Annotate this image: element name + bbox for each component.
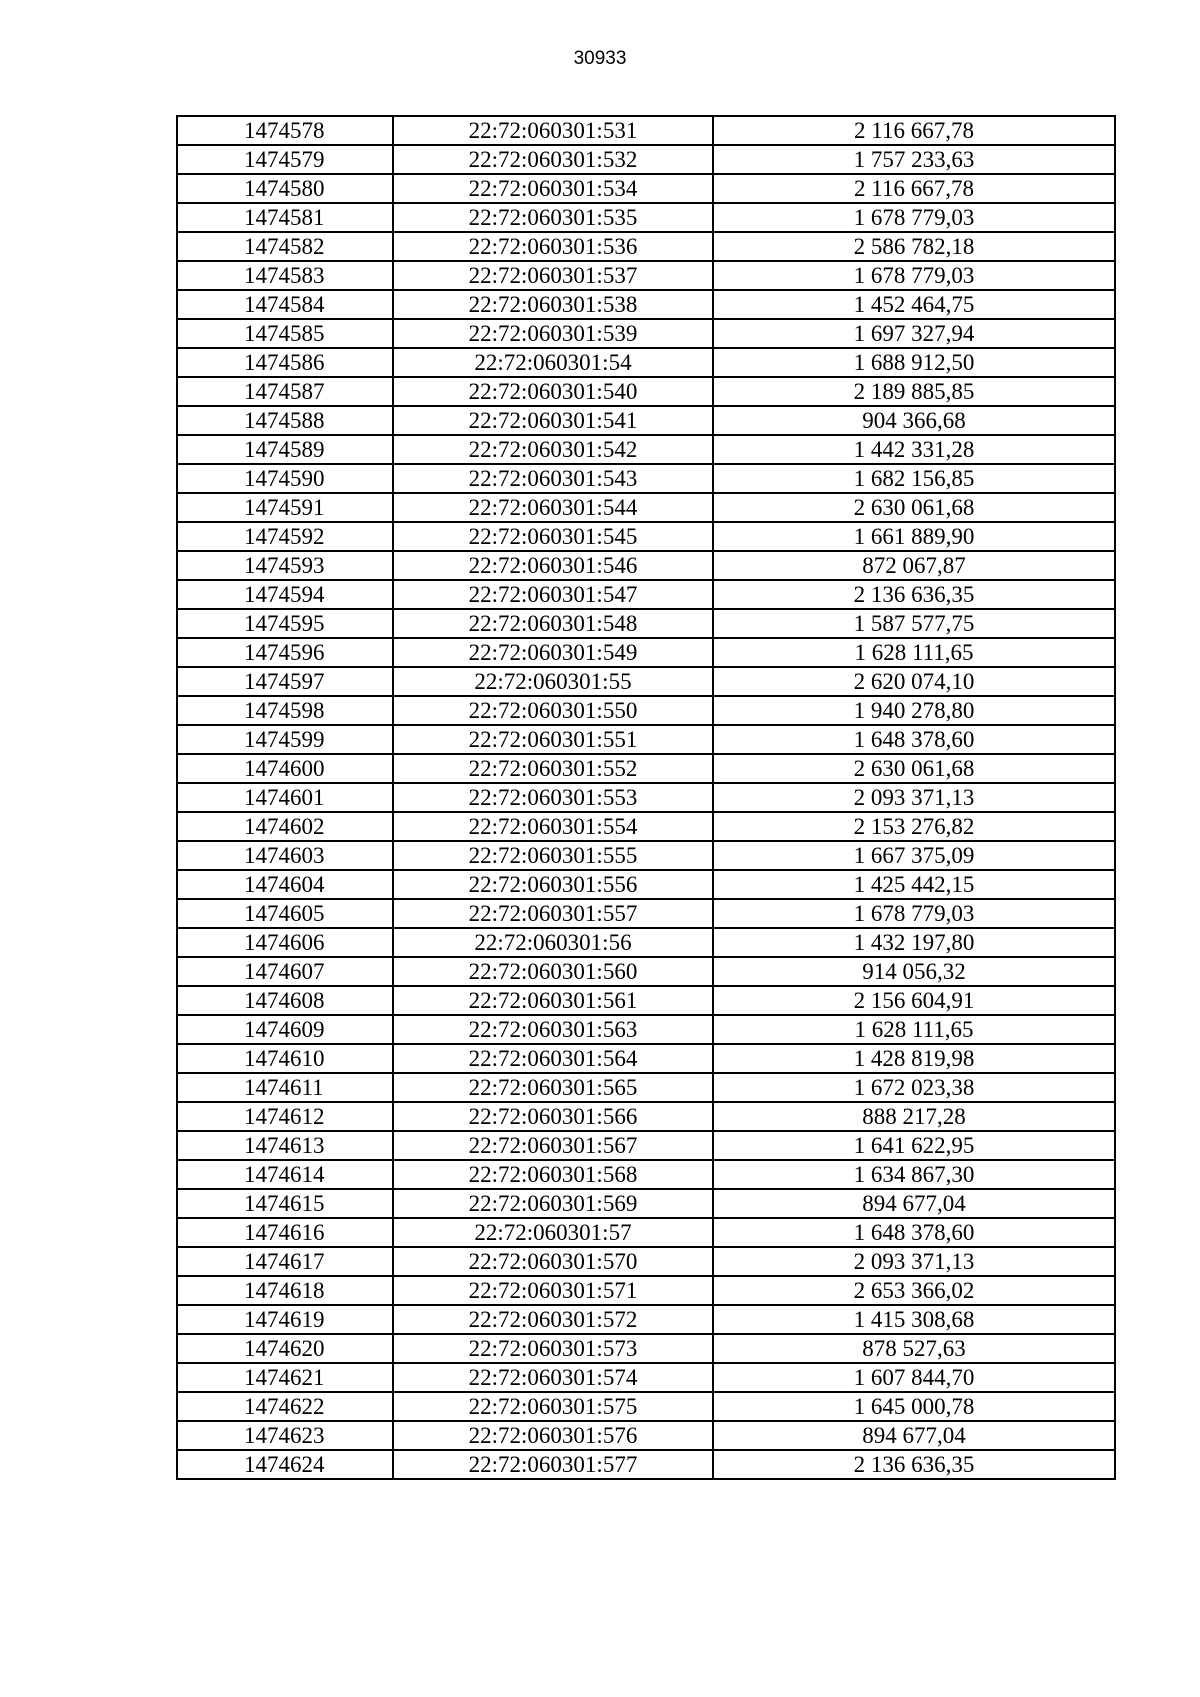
record-number-cell: 1474587	[177, 377, 393, 406]
table-body	[177, 116, 1115, 1479]
table-row	[177, 667, 1115, 696]
record-number-cell: 1474582	[177, 232, 393, 261]
table-row	[177, 928, 1115, 957]
table-row	[177, 899, 1115, 928]
table-row	[177, 1247, 1115, 1276]
cadastral-value-cell: 1 442 331,28	[713, 435, 1115, 464]
table-row	[177, 319, 1115, 348]
cadastral-number-cell: 22:72:060301:538	[393, 290, 713, 319]
record-number-cell: 1474616	[177, 1218, 393, 1247]
record-number-cell: 1474622	[177, 1392, 393, 1421]
table-row	[177, 580, 1115, 609]
cadastral-number-cell: 22:72:060301:571	[393, 1276, 713, 1305]
table-row	[177, 261, 1115, 290]
table-row	[177, 841, 1115, 870]
record-number-cell: 1474615	[177, 1189, 393, 1218]
cadastral-value-cell: 2 153 276,82	[713, 812, 1115, 841]
record-number-cell: 1474600	[177, 754, 393, 783]
table-row	[177, 754, 1115, 783]
record-number-cell: 1474617	[177, 1247, 393, 1276]
cadastral-value-cell: 2 136 636,35	[713, 1450, 1115, 1479]
record-number-cell: 1474591	[177, 493, 393, 522]
table-row	[177, 725, 1115, 754]
cadastral-value-cell: 1 645 000,78	[713, 1392, 1115, 1421]
cadastral-number-cell: 22:72:060301:554	[393, 812, 713, 841]
cadastral-number-cell: 22:72:060301:576	[393, 1421, 713, 1450]
cadastral-value-cell: 1 757 233,63	[713, 145, 1115, 174]
cadastral-value-cell: 2 653 366,02	[713, 1276, 1115, 1305]
table-row	[177, 406, 1115, 435]
cadastral-value-cell: 894 677,04	[713, 1421, 1115, 1450]
table-row	[177, 1276, 1115, 1305]
cadastral-number-cell: 22:72:060301:57	[393, 1218, 713, 1247]
cadastral-value-cell: 1 432 197,80	[713, 928, 1115, 957]
cadastral-number-cell: 22:72:060301:569	[393, 1189, 713, 1218]
cadastral-number-cell: 22:72:060301:560	[393, 957, 713, 986]
cadastral-value-cell: 1 678 779,03	[713, 261, 1115, 290]
cadastral-number-cell: 22:72:060301:539	[393, 319, 713, 348]
table-row	[177, 1363, 1115, 1392]
table-row	[177, 116, 1115, 145]
table-row	[177, 464, 1115, 493]
table-row	[177, 145, 1115, 174]
record-number-cell: 1474584	[177, 290, 393, 319]
table-row	[177, 290, 1115, 319]
cadastral-value-cell: 1 641 622,95	[713, 1131, 1115, 1160]
table-row	[177, 1160, 1115, 1189]
cadastral-value-cell: 2 630 061,68	[713, 754, 1115, 783]
cadastral-number-cell: 22:72:060301:572	[393, 1305, 713, 1334]
cadastral-number-cell: 22:72:060301:570	[393, 1247, 713, 1276]
record-number-cell: 1474618	[177, 1276, 393, 1305]
cadastral-value-cell: 2 116 667,78	[713, 174, 1115, 203]
table-row	[177, 783, 1115, 812]
cadastral-number-cell: 22:72:060301:545	[393, 522, 713, 551]
record-number-cell: 1474581	[177, 203, 393, 232]
table-row	[177, 1334, 1115, 1363]
cadastral-value-cell: 1 634 867,30	[713, 1160, 1115, 1189]
table-row	[177, 1015, 1115, 1044]
cadastral-number-cell: 22:72:060301:544	[393, 493, 713, 522]
cadastral-value-cell: 1 425 442,15	[713, 870, 1115, 899]
cadastral-value-cell: 878 527,63	[713, 1334, 1115, 1363]
cadastral-value-cell: 1 682 156,85	[713, 464, 1115, 493]
table-row	[177, 1073, 1115, 1102]
record-number-cell: 1474578	[177, 116, 393, 145]
table-row	[177, 1044, 1115, 1073]
record-number-cell: 1474607	[177, 957, 393, 986]
table-row	[177, 1450, 1115, 1479]
cadastral-number-cell: 22:72:060301:537	[393, 261, 713, 290]
table-row	[177, 1305, 1115, 1334]
cadastral-value-cell: 1 667 375,09	[713, 841, 1115, 870]
cadastral-number-cell: 22:72:060301:556	[393, 870, 713, 899]
record-number-cell: 1474585	[177, 319, 393, 348]
record-number-cell: 1474589	[177, 435, 393, 464]
cadastral-value-cell: 1 648 378,60	[713, 725, 1115, 754]
table-row	[177, 1102, 1115, 1131]
cadastral-number-cell: 22:72:060301:567	[393, 1131, 713, 1160]
record-number-cell: 1474602	[177, 812, 393, 841]
cadastral-number-cell: 22:72:060301:541	[393, 406, 713, 435]
cadastral-number-cell: 22:72:060301:549	[393, 638, 713, 667]
record-number-cell: 1474586	[177, 348, 393, 377]
record-number-cell: 1474605	[177, 899, 393, 928]
table-row	[177, 609, 1115, 638]
table-row	[177, 377, 1115, 406]
cadastral-number-cell: 22:72:060301:534	[393, 174, 713, 203]
cadastral-number-cell: 22:72:060301:573	[393, 1334, 713, 1363]
table-row	[177, 986, 1115, 1015]
cadastral-value-cell: 1 607 844,70	[713, 1363, 1115, 1392]
record-number-cell: 1474623	[177, 1421, 393, 1450]
cadastral-number-cell: 22:72:060301:536	[393, 232, 713, 261]
cadastral-number-cell: 22:72:060301:577	[393, 1450, 713, 1479]
record-number-cell: 1474608	[177, 986, 393, 1015]
cadastral-value-cell: 1 648 378,60	[713, 1218, 1115, 1247]
cadastral-value-cell: 1 697 327,94	[713, 319, 1115, 348]
cadastral-value-cell: 1 428 819,98	[713, 1044, 1115, 1073]
table-row	[177, 1218, 1115, 1247]
cadastral-value-cell: 2 093 371,13	[713, 1247, 1115, 1276]
table-row	[177, 1189, 1115, 1218]
table-row	[177, 1131, 1115, 1160]
cadastral-value-cell: 894 677,04	[713, 1189, 1115, 1218]
cadastral-number-cell: 22:72:060301:531	[393, 116, 713, 145]
cadastral-number-cell: 22:72:060301:555	[393, 841, 713, 870]
cadastral-number-cell: 22:72:060301:565	[393, 1073, 713, 1102]
cadastral-number-cell: 22:72:060301:563	[393, 1015, 713, 1044]
page-number: 30933	[573, 48, 627, 69]
cadastral-value-table	[176, 115, 1116, 1480]
cadastral-value-cell: 914 056,32	[713, 957, 1115, 986]
table-row	[177, 812, 1115, 841]
cadastral-number-cell: 22:72:060301:551	[393, 725, 713, 754]
cadastral-value-cell: 888 217,28	[713, 1102, 1115, 1131]
cadastral-value-cell: 2 093 371,13	[713, 783, 1115, 812]
cadastral-number-cell: 22:72:060301:566	[393, 1102, 713, 1131]
table-row	[177, 522, 1115, 551]
cadastral-value-table-container	[176, 115, 1114, 1480]
record-number-cell: 1474606	[177, 928, 393, 957]
record-number-cell: 1474610	[177, 1044, 393, 1073]
table-row	[177, 1392, 1115, 1421]
cadastral-number-cell: 22:72:060301:561	[393, 986, 713, 1015]
cadastral-value-cell: 2 116 667,78	[713, 116, 1115, 145]
table-row	[177, 957, 1115, 986]
record-number-cell: 1474611	[177, 1073, 393, 1102]
record-number-cell: 1474590	[177, 464, 393, 493]
record-number-cell: 1474620	[177, 1334, 393, 1363]
table-row	[177, 435, 1115, 464]
cadastral-number-cell: 22:72:060301:557	[393, 899, 713, 928]
cadastral-value-cell: 2 620 074,10	[713, 667, 1115, 696]
table-row	[177, 232, 1115, 261]
cadastral-number-cell: 22:72:060301:532	[393, 145, 713, 174]
record-number-cell: 1474583	[177, 261, 393, 290]
record-number-cell: 1474614	[177, 1160, 393, 1189]
cadastral-value-cell: 1 628 111,65	[713, 1015, 1115, 1044]
cadastral-number-cell: 22:72:060301:552	[393, 754, 713, 783]
table-row	[177, 696, 1115, 725]
cadastral-number-cell: 22:72:060301:568	[393, 1160, 713, 1189]
record-number-cell: 1474595	[177, 609, 393, 638]
record-number-cell: 1474603	[177, 841, 393, 870]
record-number-cell: 1474596	[177, 638, 393, 667]
cadastral-value-cell: 2 630 061,68	[713, 493, 1115, 522]
record-number-cell: 1474601	[177, 783, 393, 812]
cadastral-value-cell: 2 136 636,35	[713, 580, 1115, 609]
cadastral-number-cell: 22:72:060301:55	[393, 667, 713, 696]
cadastral-value-cell: 1 688 912,50	[713, 348, 1115, 377]
table-row	[177, 493, 1115, 522]
table-row	[177, 1421, 1115, 1450]
record-number-cell: 1474579	[177, 145, 393, 174]
record-number-cell: 1474580	[177, 174, 393, 203]
record-number-cell: 1474592	[177, 522, 393, 551]
cadastral-value-cell: 2 586 782,18	[713, 232, 1115, 261]
record-number-cell: 1474609	[177, 1015, 393, 1044]
cadastral-number-cell: 22:72:060301:535	[393, 203, 713, 232]
cadastral-value-cell: 1 587 577,75	[713, 609, 1115, 638]
record-number-cell: 1474588	[177, 406, 393, 435]
cadastral-value-cell: 1 415 308,68	[713, 1305, 1115, 1334]
record-number-cell: 1474612	[177, 1102, 393, 1131]
table-row	[177, 551, 1115, 580]
cadastral-value-cell: 1 452 464,75	[713, 290, 1115, 319]
record-number-cell: 1474619	[177, 1305, 393, 1334]
cadastral-number-cell: 22:72:060301:543	[393, 464, 713, 493]
cadastral-value-cell: 1 678 779,03	[713, 899, 1115, 928]
cadastral-value-cell: 872 067,87	[713, 551, 1115, 580]
cadastral-number-cell: 22:72:060301:575	[393, 1392, 713, 1421]
cadastral-number-cell: 22:72:060301:553	[393, 783, 713, 812]
cadastral-number-cell: 22:72:060301:542	[393, 435, 713, 464]
cadastral-value-cell: 1 628 111,65	[713, 638, 1115, 667]
record-number-cell: 1474598	[177, 696, 393, 725]
table-row	[177, 203, 1115, 232]
cadastral-value-cell: 1 661 889,90	[713, 522, 1115, 551]
cadastral-number-cell: 22:72:060301:56	[393, 928, 713, 957]
cadastral-number-cell: 22:72:060301:550	[393, 696, 713, 725]
record-number-cell: 1474594	[177, 580, 393, 609]
cadastral-number-cell: 22:72:060301:564	[393, 1044, 713, 1073]
record-number-cell: 1474593	[177, 551, 393, 580]
table-row	[177, 870, 1115, 899]
table-row	[177, 174, 1115, 203]
cadastral-value-cell: 904 366,68	[713, 406, 1115, 435]
cadastral-value-cell: 1 940 278,80	[713, 696, 1115, 725]
record-number-cell: 1474604	[177, 870, 393, 899]
cadastral-number-cell: 22:72:060301:540	[393, 377, 713, 406]
table-row	[177, 348, 1115, 377]
cadastral-number-cell: 22:72:060301:54	[393, 348, 713, 377]
cadastral-number-cell: 22:72:060301:546	[393, 551, 713, 580]
cadastral-number-cell: 22:72:060301:548	[393, 609, 713, 638]
cadastral-value-cell: 2 156 604,91	[713, 986, 1115, 1015]
record-number-cell: 1474599	[177, 725, 393, 754]
table-row	[177, 638, 1115, 667]
cadastral-value-cell: 1 672 023,38	[713, 1073, 1115, 1102]
cadastral-number-cell: 22:72:060301:574	[393, 1363, 713, 1392]
cadastral-number-cell: 22:72:060301:547	[393, 580, 713, 609]
record-number-cell: 1474613	[177, 1131, 393, 1160]
record-number-cell: 1474597	[177, 667, 393, 696]
record-number-cell: 1474624	[177, 1450, 393, 1479]
record-number-cell: 1474621	[177, 1363, 393, 1392]
cadastral-value-cell: 2 189 885,85	[713, 377, 1115, 406]
cadastral-value-cell: 1 678 779,03	[713, 203, 1115, 232]
